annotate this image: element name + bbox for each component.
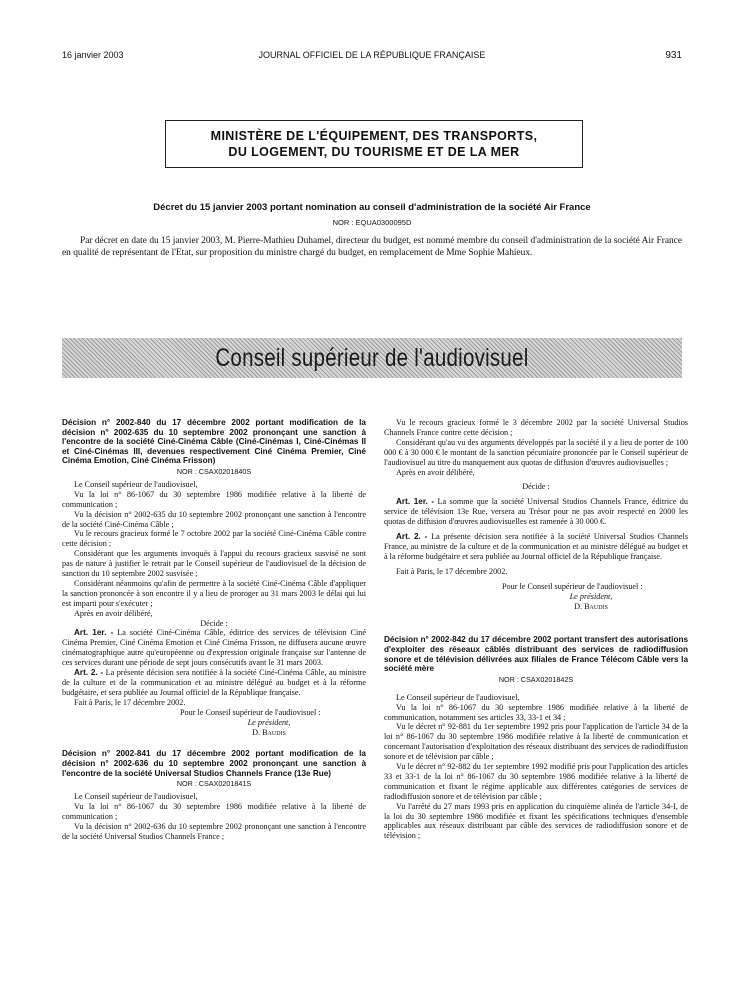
paragraph: Vu le recours gracieux formé le 3 décembre 2002 par la société Universal Studios Channels France contre cette décision ; xyxy=(384,418,688,437)
decision-841-title: Décision n° 2002-841 du 17 décembre 2002 portant modification de la décision n° 2002-636 du 10 septembre 2002 prononçant une sanction à l'encontre de la société Universal Studios Channels France (13e Rue) xyxy=(62,749,366,778)
fait-line: Fait à Paris, le 17 décembre 2002. xyxy=(396,566,508,576)
ministry-box xyxy=(165,120,583,168)
signature-name: D. Baudis xyxy=(574,601,608,611)
header-journal-title: JOURNAL OFFICIEL DE LA RÉPUBLIQUE FRANÇAISE xyxy=(258,50,486,60)
paragraph: Après en avoir délibéré, xyxy=(396,467,475,477)
ministry-line-1: MINISTÈRE DE L'ÉQUIPEMENT, DES TRANSPORTS, xyxy=(210,129,538,143)
paragraph: Vu la loi n° 86-1067 du 30 septembre 1986 modifiée relative à la liberté de communication ; xyxy=(62,489,366,509)
decision-840-title: Décision n° 2002-840 du 17 décembre 2002 portant modification de la décision n° 2002-635 du 10 septembre 2002 prononçant une sanction à l'encontre de la société Ciné-Cinéma Câble (Ciné-Cinémas I, Ciné-Cinémas II et Ciné-Cinémas III, devenues respectivement Ciné Cinéma Premier, Ciné Cinéma Emotion, Ciné Cinéma Frisson) xyxy=(62,418,366,466)
article-1 xyxy=(62,628,366,668)
signature-line: Pour le Conseil supérieur de l'audiovisuel : xyxy=(502,581,643,591)
left-column xyxy=(62,418,366,842)
paragraph: Vu la loi n° 86-1067 du 30 septembre 1986 modifiée relative à la liberté de communication ; xyxy=(62,802,366,821)
article-label: Art. 1er. - xyxy=(74,628,114,638)
decide-heading: Décide : xyxy=(522,482,550,492)
president-label: Le président, xyxy=(569,591,613,601)
right-column xyxy=(384,418,688,841)
signature-title xyxy=(62,718,366,728)
paragraph: Après en avoir délibéré, xyxy=(74,608,153,618)
signature-name: D. Baudis xyxy=(252,727,286,737)
header-page-number: 931 xyxy=(665,50,682,61)
paragraph: Vu le décret n° 92-882 du 1er septembre 1992 modifié pris pour l'application des articles 33 et 33-1 de la loi n° 86-1067 du 30 septembre 1986 modifiée relative à la liberté de communication et fixant le régime applicable aux différentes catégories de services de radiodiffusion sonore et de télévision par câble ; xyxy=(384,762,688,801)
paragraph: Vu le décret n° 92-881 du 1er septembre 1992 pris pour l'application de l'article 34 de la loi n° 86-1067 du 30 septembre 1986 modifiée relative à la liberté de communication et concernant l'autorisation d'exploitation des réseaux distribuant des services de radiodiffusion sonore et de télévision par câble ; xyxy=(384,722,688,762)
decision-842-nor: NOR : CSAX0201842S xyxy=(498,674,574,684)
decide-heading: Décide : xyxy=(200,618,228,628)
article-label: Art. 2. - xyxy=(396,532,428,542)
article-2 xyxy=(62,668,366,698)
article-text: La présente décision sera notifiée à la société Ciné-Cinéma Câble, au ministre de la culture et de la communication et au ministre délégué au budget et à la réforme budgétaire, et sera publiée au Journal officiel de la République française. xyxy=(62,668,366,697)
article-text: La présente décision sera notifiée à la société Universal Studios Channels France, au ministre de la culture et de la communication et au ministre délégué au budget et à la réforme budgétaire et sera publiée au Journal officiel de la République française. xyxy=(384,532,689,561)
paragraph: Vu la décision n° 2002-636 du 10 septembre 2002 prononçant une sanction à l'encontre de la société Universal Studios Channels France ; xyxy=(62,821,366,841)
decree-nor: NOR : EQUA0300095D xyxy=(332,218,412,227)
article-1 xyxy=(384,497,688,527)
article-text: La société Ciné-Cinéma Câble, éditrice des services de télévision Ciné Cinéma Premier, Ciné Cinéma Emotion et Ciné Cinéma Frisson, ne diffusera aucune œuvre cinématographique autre qu'européenne ou d'expression originale française sur l'antenne de ces services durant une période de sept jours consécutifs avant le 31 mars 2003. xyxy=(62,628,366,668)
decision-842-title: Décision n° 2002-842 du 17 décembre 2002 portant transfert des autorisations d'exploiter des réseaux câblés distribuant des services de radiodiffusion sonore et de télévision délivrées aux filiales de France Télécom Câble vers la société mère xyxy=(384,635,688,674)
paragraph: Considérant qu'au vu des arguments développés par la société il y a lieu de porter de 100 000 € à 30 000 € le montant de la sanction pécuniaire prononcée par le Conseil supérieur de l'audiovisuel au titre du manquement aux quotas de diffusion d'œuvres audiovisuelles ; xyxy=(384,437,688,467)
decision-840-nor: NOR : CSAX0201840S xyxy=(176,466,252,476)
signature-line: Pour le Conseil supérieur de l'audiovisuel : xyxy=(180,707,321,717)
article-text: La somme que la société Universal Studios Channels France, éditrice du service de télévision 13e Rue, versera au Trésor pour ne pas avoir respecté en 2000 les quotas de diffusion d'œuvres audiovisuelles est ramenée à 30 000 €. xyxy=(384,497,688,527)
paragraph: Le Conseil supérieur de l'audiovisuel, xyxy=(396,692,520,702)
section-banner xyxy=(62,338,682,378)
paragraph: Vu le recours gracieux formé le 7 octobre 2002 par la société Ciné-Cinéma Câble contre cette décision ; xyxy=(62,529,366,549)
article-2 xyxy=(384,532,688,562)
paragraph: Considérant que les arguments invoqués à l'appui du recours gracieux susvisé ne sont pas de nature à justifier le retrait par le Conseil supérieur de l'audiovisuel de la décision de sanction du 10 septembre 2002 susvisée ; xyxy=(62,549,366,579)
paragraph: Vu la loi n° 86-1067 du 30 septembre 1986 modifiée relative à la liberté de communication, notamment ses articles 33, 33-1 et 34 ; xyxy=(384,702,688,722)
paragraph: Considérant néanmoins qu'afin de permettre à la société Ciné-Cinéma Câble d'appliquer la sanction prononcée à son encontre il y a lieu de proroger au 31 mars 2003 le délai qui lui est imparti pour s'exécuter ; xyxy=(62,578,366,608)
paragraph: Vu l'arrêté du 27 mars 1993 pris en application du cinquième alinéa de l'article 34-I, de la loi du 30 septembre 1986 modifiée et fixant les spécifications techniques d'ensemble applicables aux réseaux distribuant par câble des services de radiodiffusion sonore et de télévision ; xyxy=(384,801,688,841)
paragraph: Le Conseil supérieur de l'audiovisuel, xyxy=(74,792,198,802)
header-date: 16 janvier 2003 xyxy=(62,50,124,60)
page-header xyxy=(62,50,682,64)
paragraph: Vu la décision n° 2002-635 du 10 septembre 2002 prononçant une sanction à l'encontre de la société Ciné-Cinéma Câble ; xyxy=(62,509,366,529)
fait-line: Fait à Paris, le 17 décembre 2002. xyxy=(74,697,186,707)
president-label: Le président, xyxy=(247,717,291,727)
signature-title xyxy=(384,592,688,602)
article-label: Art. 2. - xyxy=(74,668,104,678)
decree-body: Par décret en date du 15 janvier 2003, M. Pierre-Mathieu Duhamel, directeur du budget, est nommé membre du conseil d'administration de la société Air France en qualité de représentant de l'Etat, sur proposition du ministre chargé du budget, en remplacement de Mme Sophie Mahieux. xyxy=(62,236,682,258)
decision-841-nor: NOR : CSAX0201841S xyxy=(176,779,252,789)
decree-title: Décret du 15 janvier 2003 portant nomination au conseil d'administration de la société Air France xyxy=(153,202,591,213)
article-label: Art. 1er. - xyxy=(396,497,435,507)
paragraph: Le Conseil supérieur de l'audiovisuel, xyxy=(74,479,198,489)
section-banner-text: Conseil supérieur de l'audiovisuel xyxy=(215,343,529,372)
ministry-line-2: DU LOGEMENT, DU TOURISME ET DE LA MER xyxy=(228,145,520,159)
